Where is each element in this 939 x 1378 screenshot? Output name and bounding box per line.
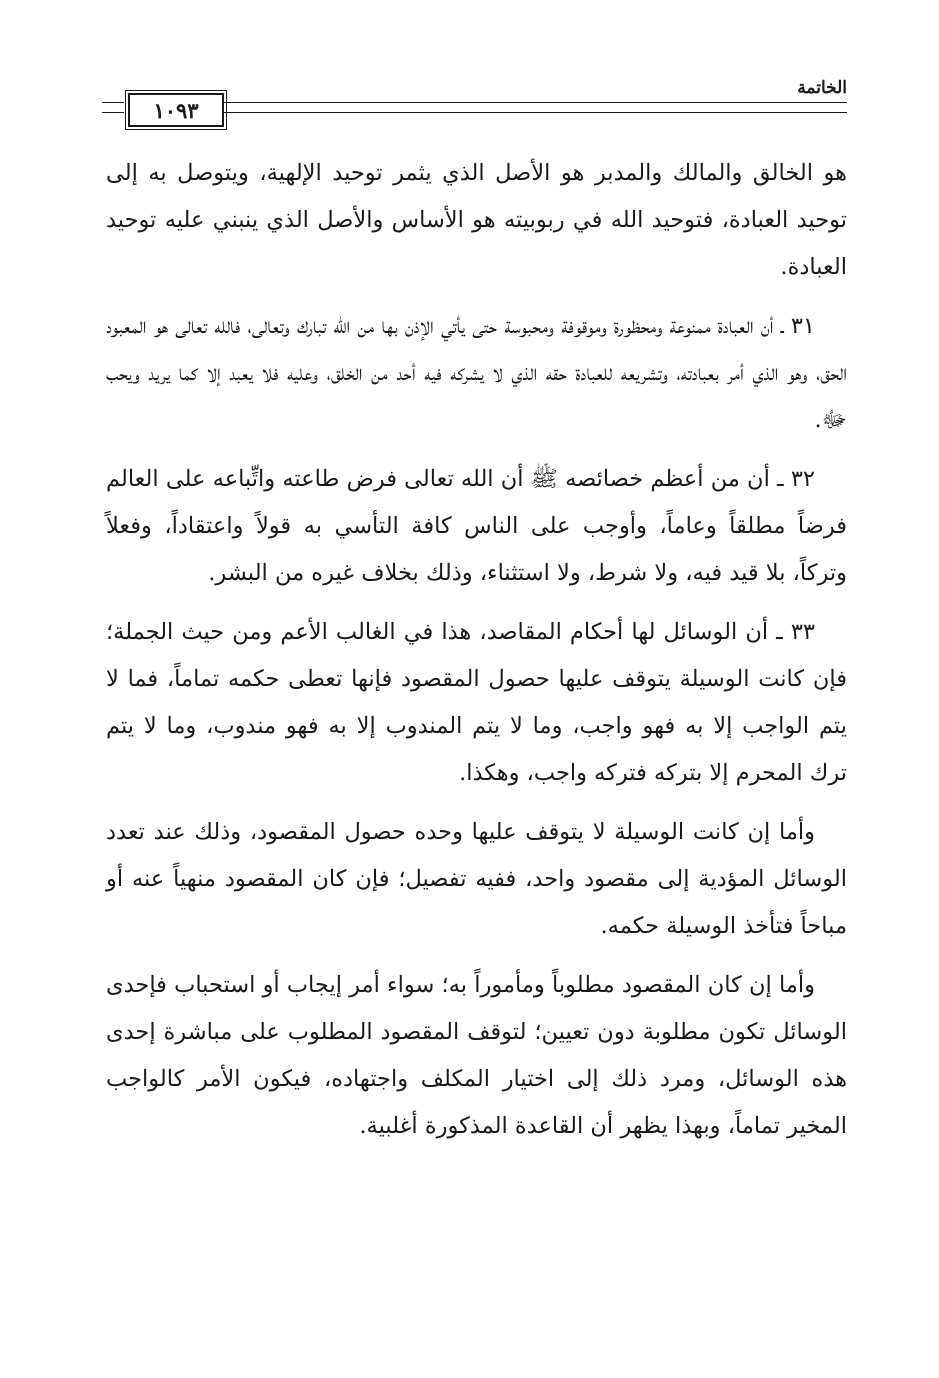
- paragraph-32: ٣٢ ـ أن من أعظم خصائصه ﷺ أن الله تعالى فرض طاعته واتِّباعه على العالم فرضاً مطلقاً وعاماً، وأوجب على الناس كافة التأسي به قولاً واعتقاداً، وفعلاً وتركاً، بلا قيد فيه، ولا شرط، ولا استثناء، وذلك بخلاف غيره من البشر.: [106, 466, 847, 586]
- paragraph-31: ٣١ ـ أن العبادة ممنوعة ومحظورة وموقوفة ومحبوسة حتى يأتي الإذن بها من الله تبارك وتعالى، فالله تعالى هو المعبود الحق، وهو الذي أمر بعبادته، وتشريعه للعبادة حقه الذي لا يشركه فيه أحد من الخلق، وعليه فلا يعبد إلا كما يريد ويحب ﷻ.: [106, 313, 847, 433]
- paragraph-continuation: هو الخالق والمالك والمدبر هو الأصل الذي يثمر توحيد الإلهية، ويتوصل به إلى توحيد العبادة، فتوحيد الله في ربوبيته هو الأساس والأصل الذي ينبني عليه توحيد العبادة.: [106, 160, 847, 280]
- header-left-rule: [102, 102, 124, 113]
- paragraph-33: ٣٣ ـ أن الوسائل لها أحكام المقاصد، هذا في الغالب الأعم ومن حيث الجملة؛ فإن كانت الوسيلة يتوقف عليها حصول المقصود فإنها تعطى حكمه تماماً، فما لا يتم الواجب إلا به فهو واجب، وما لا يتم المندوب إلا به فهو مندوب، وما لا يتم ترك المحرم إلا بتركه فتركه واجب، وهكذا.: [106, 619, 847, 786]
- running-title: الخاتمة: [797, 78, 847, 98]
- page-number: ١٠٩٣: [128, 93, 224, 127]
- paragraph-means-required: وأما إن كان المقصود مطلوباً ومأموراً به؛ سواء أمر إيجاب أو استحباب فإحدى الوسائل تكون مطلوبة دون تعيين؛ لتوقف المقصود المطلوب على مباشرة إحدى هذه الوسائل، ومرد ذلك إلى اختيار المكلف واجتهاده، فيكون الأمر كالواجب المخير تماماً، وبهذا يظهر أن القاعدة المذكورة أغلبية.: [106, 972, 847, 1139]
- paragraph-means-not-dependent: وأما إن كانت الوسيلة لا يتوقف عليها وحده حصول المقصود، وذلك عند تعدد الوسائل المؤدية إلى مقصود واحد، ففيه تفصيل؛ فإن كان المقصود منهياً عنه أو مباحاً فتأخذ الوسيلة حكمه.: [106, 819, 847, 939]
- header-double-rule: [222, 102, 847, 113]
- main-text: [106, 150, 847, 1162]
